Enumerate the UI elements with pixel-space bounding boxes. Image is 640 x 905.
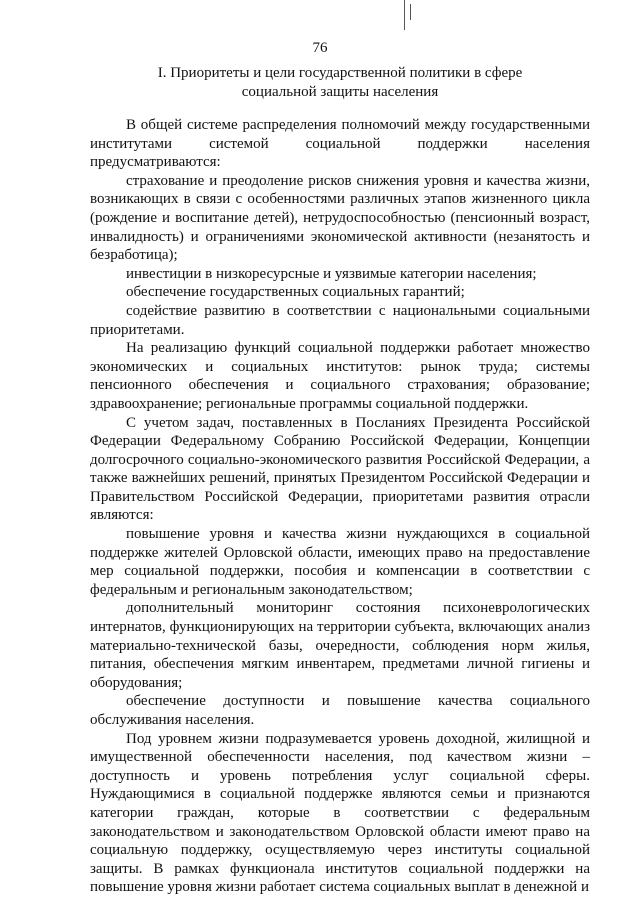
section-title (90, 64, 590, 102)
section-title-line: I. Приоритеты и цели государственной политики в сфере (157, 65, 523, 81)
paragraph: обеспечение доступности и повышение качества социального обслуживания населения. (90, 693, 590, 728)
scan-artifact (404, 0, 405, 30)
page-number: 76 (312, 40, 328, 56)
paragraph: Под уровнем жизни подразумевается уровень доходной, жилищной и имущественной обеспеченности населения, под качеством жизни – доступность и уровень потребления услуг социальной сферы. Нуждающимися в социальной поддержке являются семьи и признаются категории граждан, которые в соответствии с федеральным законодательством и законодательством Орловской области имеют право на социальную поддержку, осуществляемую через институты социальной защиты. В рамках функционала институтов социальной поддержки на повышение уровня жизни работает система социальных выплат в денежной и (90, 730, 590, 896)
paragraph: На реализацию функций социальной поддержки работает множество экономических и социальных институтов: рынок труда; системы пенсионного обеспечения и социального страхования; образование; здравоохранение; региональные программы социальной поддержки. (90, 340, 590, 412)
paragraph: страхование и преодоление рисков снижения уровня и качества жизни, возникающих в связи с особенностями различных этапов жизненного цикла (рождение и воспитание детей), нетрудоспособностью (пенсионный возраст, инвалидность) и ограничениями экономической активности (незанятость и безработица); (90, 172, 590, 264)
document-body (90, 116, 590, 897)
paragraph: повышение уровня и качества жизни нуждающихся в социальной поддержке жителей Орловской области, имеющих право на предоставление мер социальной поддержки, пособия и компенсации в соответствии с федеральным и региональным законодательством; (90, 526, 590, 598)
paragraph: С учетом задач, поставленных в Посланиях Президента Российской Федерации Федеральному Собранию Российской Федерации, Концепции долгосрочного социально-экономического развития Российской Федерации, а также важнейших решений, принятых Президентом Российской Федерации и Правительством Российской Федерации, приоритетами развития отрасли являются: (90, 414, 590, 524)
paragraph: обеспечение государственных социальных гарантий; (126, 284, 465, 301)
paragraph: содействие развитию в соответствии с национальными социальными приоритетами. (90, 302, 590, 338)
scan-artifact (410, 4, 411, 20)
paragraph: В общей системе распределения полномочий между государственными институтами системой социальной поддержки населения предусматриваются: (90, 117, 590, 171)
paragraph: дополнительный мониторинг состояния психоневрологических интернатов, функционирующих на территории субъекта, включающих анализ материально-технической базы, очередности, соблюдения норм жилья, питания, обеспечения мягким инвентарем, предметами личной гигиены и оборудования; (90, 600, 590, 691)
paragraph: инвестиции в низкоресурсные и уязвимые категории населения; (126, 265, 537, 282)
section-title-line: социальной защиты населения (241, 84, 439, 100)
